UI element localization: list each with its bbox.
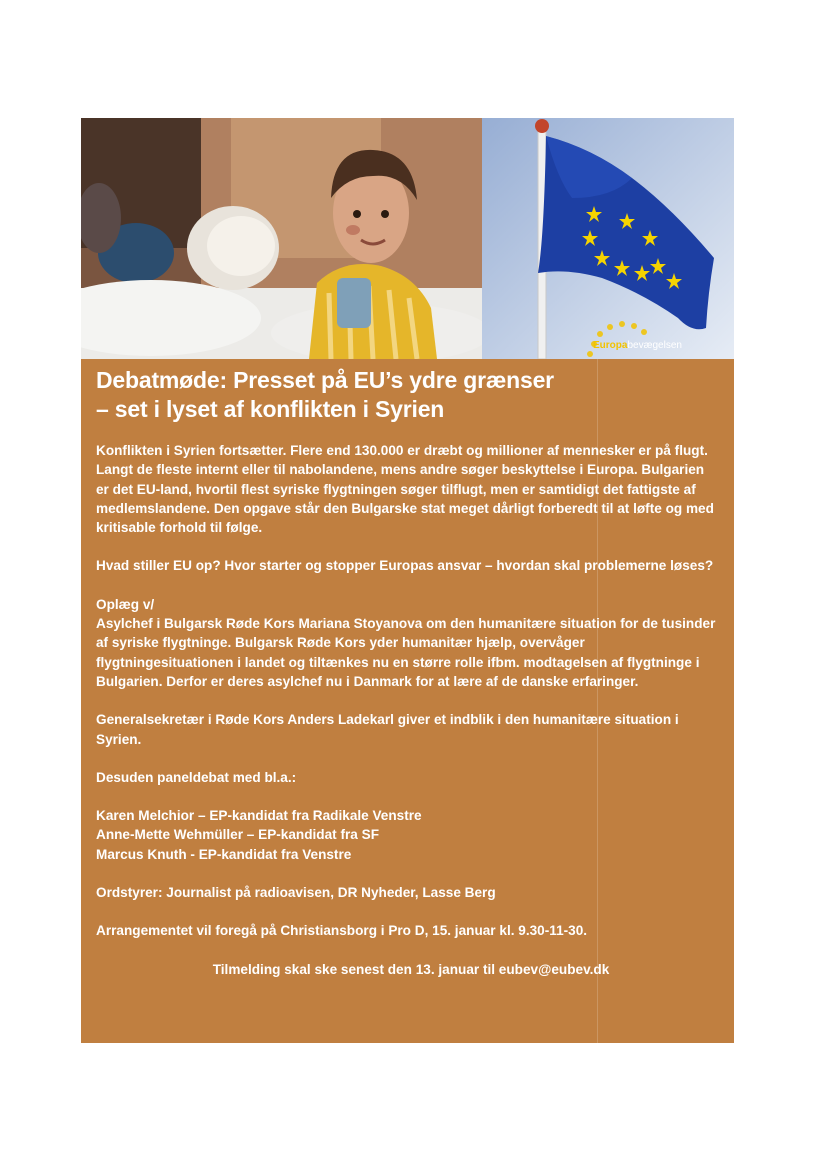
title-line-1: Debatmøde: Presset på EU’s ydre grænser [96,367,554,393]
moderator-text: Ordstyrer: Journalist på radioavisen, DR Nyheder, Lasse Berg [96,885,496,901]
event-details: Arrangementet vil foregå på Christiansborg i Pro D, 15. januar kl. 9.30-11-30. [96,923,588,939]
logo-part2: bevægelsen [627,340,682,351]
logo-part1: Europa [593,340,628,351]
speakers-paragraph [96,595,726,691]
moderator-paragraph [96,883,726,902]
europabevaegelsen-logo [593,340,682,351]
flyer-content [96,366,726,979]
event-paragraph [96,921,726,940]
panel-heading-paragraph [96,768,726,787]
flyer [81,118,734,1043]
panel-member: Karen Melchior – EP-kandidat fra Radikale Venstre [96,808,422,824]
speakers-heading: Oplæg v/ [96,596,155,612]
page-title [96,366,726,424]
intro-line: Langt de fleste internt eller til nabolandene, mens andre søger beskyttelse i Europa. Bulgarien [96,462,705,478]
question-paragraph [96,556,726,575]
signup-paragraph [96,960,726,979]
intro-line: medlemslandene. Den opgave står den Bulgarske stat meget dårligt forberedt til at løfte og med [96,500,714,516]
panel-member: Marcus Knuth - EP-kandidat fra Venstre [96,846,352,862]
child-image [81,118,482,359]
panel-member: Anne-Mette Wehmüller – EP-kandidat fra SF [96,827,379,843]
header-photos [81,118,734,359]
speaker2-line: Generalsekretær i Røde Kors Anders Ladekarl giver et indblik i den humanitære situation i [96,712,679,728]
intro-paragraph [96,441,726,537]
intro-line: er det EU-land, hvortil flest syriske flygtningen søger tilflugt, men er samtidigt det fattigste af [96,481,696,497]
speaker1-line: flygtningesituationen i landet og tiltænkes nu en større rolle ifbm. modtagelsen af flygtninge i [96,654,700,670]
eu-flag-photo [482,118,734,359]
signup-text: Tilmelding skal ske senest den 13. januar til eubev@eubev.dk [212,961,610,977]
intro-line: Konflikten i Syrien fortsætter. Flere end 130.000 er dræbt og millioner af mennesker er på flugt. [96,443,708,458]
speaker1-line: Bulgarien. Derfor er deres asylchef nu i Danmark for at lære af de danske erfaringer. [96,673,639,689]
panel-list [96,806,726,864]
intro-line: kritisable forhold til følge. [96,520,263,536]
speaker1-line: af syriske flygtninge. Bulgarsk Røde Kors yder humanitær hjælp, overvåger [96,635,585,651]
question-text: Hvad stiller EU op? Hvor starter og stopper Europas ansvar – hvordan skal problemerne løses? [96,558,714,574]
title-line-2: – set i lyset af konflikten i Syrien [96,396,445,422]
eu-flag-image [482,118,734,359]
speaker1-line: Asylchef i Bulgarsk Røde Kors Mariana Stoyanova om den humanitære situation for de tusinder [96,616,716,632]
speaker2-paragraph [96,710,726,749]
body-text [96,441,726,979]
refugee-child-photo [81,118,482,359]
panel-heading: Desuden paneldebat med bl.a.: [96,769,297,785]
speaker2-line: Syrien. [96,731,142,747]
